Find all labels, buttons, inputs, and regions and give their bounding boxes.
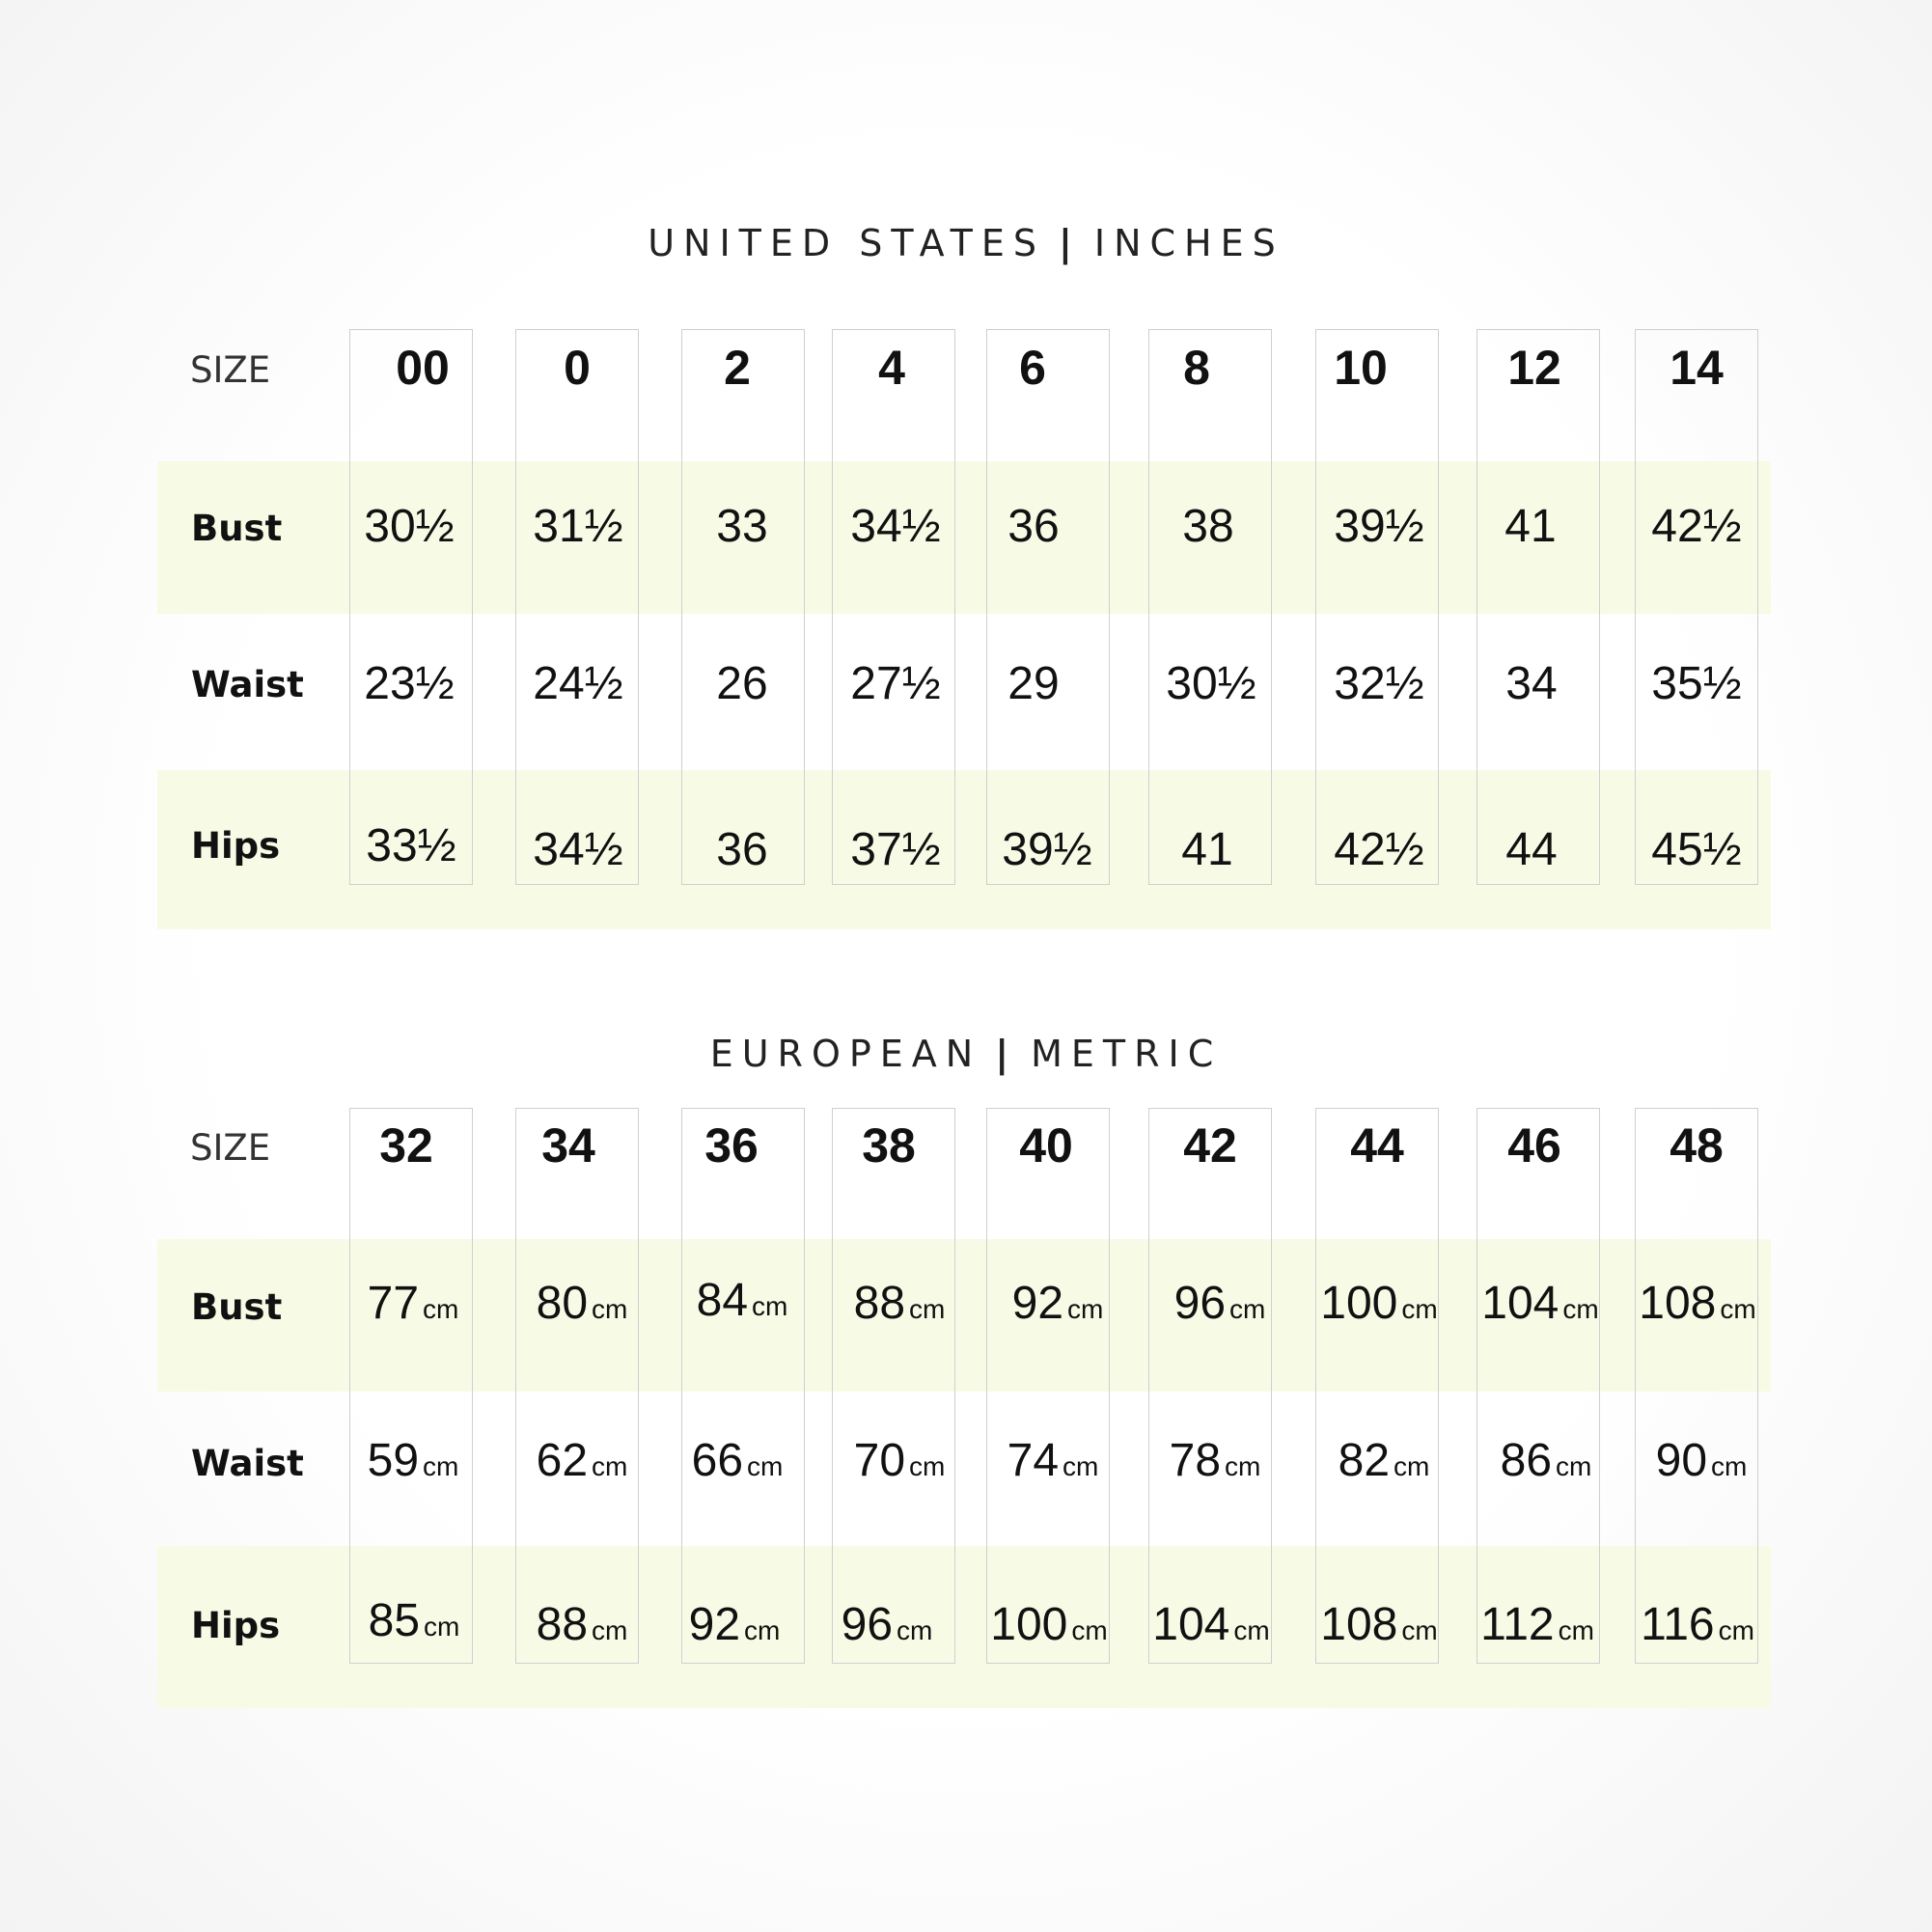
eu-unit: cm [1718, 1615, 1754, 1645]
eu-waist-value [1143, 1434, 1287, 1487]
us-bust-value: 39½ [1334, 501, 1424, 552]
eu-size-heading: 32 [379, 1118, 433, 1173]
us-size-heading: 10 [1334, 341, 1388, 395]
eu-waist-value [980, 1434, 1125, 1487]
eu-row-label-hips: Hips [191, 1605, 281, 1646]
us-row-label-hips: Hips [191, 825, 281, 867]
eu-hips-number: 108 [1320, 1599, 1398, 1650]
eu-size-column [832, 1108, 955, 1664]
eu-bust-value [1625, 1277, 1770, 1330]
eu-size-column [1315, 1108, 1439, 1664]
us-size-column [1477, 329, 1600, 885]
eu-hips-value [662, 1598, 807, 1651]
eu-unit: cm [1394, 1451, 1430, 1481]
eu-waist-value [665, 1434, 810, 1487]
eu-hips-number: 85 [368, 1595, 421, 1646]
eu-size-heading: 46 [1507, 1118, 1561, 1173]
eu-size-column [349, 1108, 473, 1664]
eu-title-left: EUROPEAN [709, 1033, 982, 1075]
us-size-column [1315, 329, 1439, 885]
eu-unit: cm [897, 1615, 933, 1645]
eu-unit: cm [1071, 1615, 1108, 1645]
eu-unit: cm [909, 1451, 946, 1481]
us-size-column [1148, 329, 1272, 885]
us-waist-value: 32½ [1334, 658, 1424, 709]
eu-hips-value [510, 1598, 654, 1651]
eu-size-heading: 40 [1019, 1118, 1073, 1173]
us-row-label-bust: Bust [191, 508, 283, 549]
us-bust-value: 31½ [533, 501, 623, 552]
eu-size-heading: 44 [1350, 1118, 1404, 1173]
eu-title-right: METRIC [1031, 1033, 1223, 1075]
us-waist-value: 24½ [533, 658, 623, 709]
us-bust-value: 34½ [850, 501, 941, 552]
eu-size-heading: 38 [862, 1118, 916, 1173]
eu-unit: cm [1711, 1451, 1748, 1481]
eu-waist-number: 66 [691, 1435, 744, 1486]
eu-unit: cm [744, 1615, 781, 1645]
eu-unit: cm [1556, 1451, 1592, 1481]
eu-size-column [1477, 1108, 1600, 1664]
us-waist-value: 34 [1505, 658, 1558, 709]
eu-bust-number: 96 [1173, 1278, 1227, 1329]
eu-waist-number: 70 [853, 1435, 906, 1486]
eu-chart-title [0, 1033, 1932, 1075]
us-bust-value: 36 [1007, 501, 1060, 552]
eu-unit: cm [592, 1451, 628, 1481]
eu-bust-number: 100 [1320, 1278, 1398, 1329]
eu-hips-value [814, 1598, 959, 1651]
eu-bust-value [1468, 1277, 1613, 1330]
eu-bust-value [1307, 1277, 1451, 1330]
us-size-heading: 14 [1670, 341, 1724, 395]
us-size-heading: 0 [564, 341, 591, 395]
us-size-column [1635, 329, 1758, 885]
us-title-right: INCHES [1093, 222, 1284, 264]
eu-unit: cm [1063, 1451, 1099, 1481]
us-size-column [832, 329, 955, 885]
eu-size-column [681, 1108, 805, 1664]
eu-bust-number: 108 [1639, 1278, 1717, 1329]
us-bust-value: 38 [1182, 501, 1234, 552]
eu-size-heading: 36 [704, 1118, 759, 1173]
eu-title-separator: | [995, 1033, 1018, 1075]
eu-size-column [986, 1108, 1110, 1664]
eu-unit: cm [1225, 1451, 1261, 1481]
us-size-label: SIZE [190, 349, 271, 391]
us-size-column [515, 329, 639, 885]
us-bust-value: 33 [716, 501, 768, 552]
eu-waist-number: 82 [1338, 1435, 1391, 1486]
us-hips-value: 36 [716, 824, 768, 875]
us-hips-value: 39½ [1002, 824, 1092, 875]
eu-hips-number: 92 [688, 1599, 741, 1650]
eu-hips-value [1139, 1598, 1283, 1651]
eu-bust-number: 84 [696, 1275, 749, 1326]
eu-hips-value [1307, 1598, 1451, 1651]
eu-waist-number: 90 [1655, 1435, 1708, 1486]
eu-waist-value [510, 1434, 654, 1487]
us-hips-value: 34½ [533, 824, 623, 875]
us-waist-value: 26 [716, 658, 768, 709]
us-bust-value: 30½ [364, 501, 455, 552]
eu-size-heading: 42 [1183, 1118, 1237, 1173]
us-waist-value: 30½ [1166, 658, 1256, 709]
eu-row-label-bust: Bust [191, 1286, 283, 1328]
eu-bust-value [510, 1277, 654, 1330]
eu-unit: cm [909, 1294, 946, 1324]
eu-bust-number: 92 [1011, 1278, 1064, 1329]
eu-hips-value [977, 1598, 1121, 1651]
us-size-column [986, 329, 1110, 885]
eu-bust-number: 77 [367, 1278, 420, 1329]
eu-waist-value [1629, 1434, 1774, 1487]
eu-size-label: SIZE [190, 1127, 271, 1169]
eu-size-column [1148, 1108, 1272, 1664]
us-title-separator: | [1059, 222, 1081, 264]
eu-bust-number: 104 [1481, 1278, 1559, 1329]
us-row-label-waist: Waist [191, 664, 304, 705]
us-waist-value: 29 [1007, 658, 1060, 709]
eu-hips-number: 116 [1641, 1599, 1715, 1650]
eu-waist-number: 78 [1169, 1435, 1222, 1486]
us-size-heading: 00 [396, 341, 450, 395]
eu-unit: cm [423, 1294, 459, 1324]
eu-size-heading: 48 [1670, 1118, 1724, 1173]
eu-bust-number: 88 [853, 1278, 906, 1329]
eu-row-label-waist: Waist [191, 1443, 304, 1484]
us-title-left: UNITED STATES [648, 222, 1045, 264]
eu-unit: cm [1562, 1294, 1599, 1324]
eu-waist-value [1311, 1434, 1456, 1487]
eu-unit: cm [1229, 1294, 1266, 1324]
us-waist-value: 27½ [850, 658, 941, 709]
eu-waist-value [341, 1434, 485, 1487]
us-hips-value: 44 [1505, 824, 1558, 875]
eu-size-column [515, 1108, 639, 1664]
eu-unit: cm [1401, 1615, 1438, 1645]
us-size-column [349, 329, 473, 885]
eu-bust-value [341, 1277, 485, 1330]
eu-unit: cm [592, 1615, 628, 1645]
eu-hips-number: 96 [841, 1599, 894, 1650]
eu-size-heading: 34 [541, 1118, 595, 1173]
us-size-column [681, 329, 805, 885]
us-chart-title [0, 222, 1932, 264]
us-hips-value: 42½ [1334, 824, 1424, 875]
eu-unit: cm [1720, 1294, 1756, 1324]
eu-unit: cm [1558, 1615, 1594, 1645]
eu-waist-number: 86 [1500, 1435, 1553, 1486]
eu-hips-value [342, 1594, 486, 1647]
us-size-heading: 2 [724, 341, 751, 395]
eu-unit: cm [423, 1451, 459, 1481]
eu-unit: cm [1401, 1294, 1438, 1324]
eu-hips-value [1625, 1598, 1770, 1651]
eu-waist-value [1474, 1434, 1618, 1487]
us-waist-value: 23½ [364, 658, 455, 709]
eu-unit: cm [747, 1451, 784, 1481]
eu-bust-value [670, 1274, 814, 1327]
us-hips-value: 33½ [366, 820, 456, 871]
eu-bust-number: 80 [536, 1278, 589, 1329]
us-waist-value: 35½ [1651, 658, 1742, 709]
us-hips-value: 41 [1181, 824, 1233, 875]
eu-unit: cm [592, 1294, 628, 1324]
eu-waist-value [827, 1434, 972, 1487]
us-bust-value: 41 [1504, 501, 1557, 552]
eu-waist-number: 59 [367, 1435, 420, 1486]
eu-bust-value [1147, 1277, 1292, 1330]
eu-hips-number: 88 [536, 1599, 589, 1650]
eu-bust-value [985, 1277, 1130, 1330]
eu-unit: cm [1233, 1615, 1270, 1645]
eu-hips-number: 104 [1152, 1599, 1230, 1650]
us-bust-value: 42½ [1651, 501, 1742, 552]
eu-hips-value [1465, 1598, 1610, 1651]
us-size-heading: 12 [1507, 341, 1561, 395]
us-size-heading: 6 [1019, 341, 1046, 395]
us-size-heading: 8 [1183, 341, 1210, 395]
eu-hips-number: 112 [1480, 1599, 1555, 1650]
eu-hips-number: 100 [990, 1599, 1068, 1650]
eu-unit: cm [1067, 1294, 1104, 1324]
eu-unit: cm [752, 1291, 788, 1321]
us-hips-value: 37½ [850, 824, 941, 875]
us-hips-value: 45½ [1651, 824, 1742, 875]
us-size-heading: 4 [878, 341, 905, 395]
eu-unit: cm [424, 1612, 460, 1642]
eu-waist-number: 74 [1007, 1435, 1060, 1486]
eu-size-column [1635, 1108, 1758, 1664]
eu-bust-value [827, 1277, 972, 1330]
eu-waist-number: 62 [536, 1435, 589, 1486]
